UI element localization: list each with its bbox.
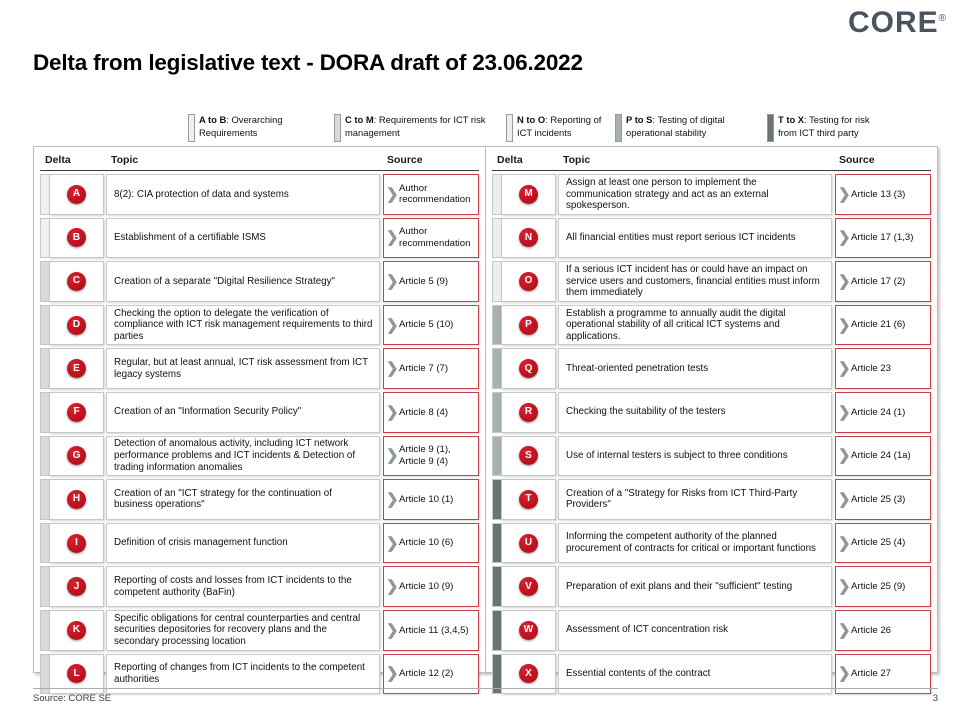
legend-item bbox=[334, 114, 506, 142]
group-stripe bbox=[492, 523, 501, 564]
source-label: Article 13 (3) bbox=[851, 188, 906, 200]
topic-cell: Informing the competent authority of the planned procurement of contracts for critical or important functions bbox=[558, 523, 832, 564]
legend-range: P to S bbox=[626, 114, 653, 125]
table-row[interactable] bbox=[492, 523, 931, 564]
delta-badge: K bbox=[67, 621, 86, 640]
legend-label bbox=[199, 114, 334, 139]
delta-badge: T bbox=[519, 490, 538, 509]
legend-item bbox=[188, 114, 334, 142]
delta-badge: O bbox=[519, 272, 538, 291]
table-row[interactable] bbox=[492, 479, 931, 520]
topic-cell: Preparation of exit plans and their "sufficient" testing bbox=[558, 566, 832, 607]
delta-cell bbox=[501, 348, 556, 389]
delta-cell bbox=[501, 479, 556, 520]
source-label: Author recommendation bbox=[399, 226, 471, 249]
group-stripe bbox=[492, 566, 501, 607]
chevron-right-icon: ❯ bbox=[386, 665, 399, 683]
chevron-right-icon: ❯ bbox=[838, 272, 851, 290]
source-label: Article 10 (9) bbox=[399, 580, 454, 592]
group-stripe bbox=[492, 348, 501, 389]
source-label: Article 7 (7) bbox=[399, 362, 449, 374]
delta-badge: G bbox=[67, 446, 86, 465]
footer-divider bbox=[33, 688, 938, 689]
delta-badge: D bbox=[67, 316, 86, 335]
group-stripe bbox=[40, 174, 49, 215]
source-label: Article 5 (9) bbox=[399, 275, 449, 287]
topic-cell: Checking the suitability of the testers bbox=[558, 392, 832, 433]
group-stripe bbox=[40, 392, 49, 433]
chevron-right-icon: ❯ bbox=[386, 578, 399, 596]
legend-description: : Testing of digital operational stability bbox=[626, 114, 725, 138]
group-stripe bbox=[492, 436, 501, 477]
legend-range: T to X bbox=[778, 114, 805, 125]
source-label: Article 24 (1a) bbox=[851, 450, 911, 462]
table-row[interactable] bbox=[492, 261, 931, 302]
legend-description: : Overarching Requirements bbox=[199, 114, 283, 138]
group-stripe bbox=[492, 174, 501, 215]
topic-cell: 8(2): CIA protection of data and systems bbox=[106, 174, 380, 215]
delta-badge: X bbox=[519, 664, 538, 683]
delta-badge: N bbox=[519, 228, 538, 247]
source-cell[interactable] bbox=[383, 610, 479, 651]
chevron-right-icon: ❯ bbox=[838, 665, 851, 683]
delta-badge: M bbox=[519, 185, 538, 204]
table-row[interactable] bbox=[40, 261, 479, 302]
topic-cell: Threat-oriented penetration tests bbox=[558, 348, 832, 389]
chevron-right-icon: ❯ bbox=[386, 490, 399, 508]
chevron-right-icon: ❯ bbox=[386, 229, 399, 247]
group-stripe bbox=[40, 348, 49, 389]
source-label: Article 17 (1,3) bbox=[851, 232, 914, 244]
table-row[interactable] bbox=[492, 566, 931, 607]
source-label: Article 8 (4) bbox=[399, 406, 449, 418]
legend-item bbox=[767, 114, 879, 142]
chevron-right-icon: ❯ bbox=[838, 403, 851, 421]
group-stripe bbox=[492, 261, 501, 302]
column-header-delta: Delta bbox=[45, 154, 71, 166]
group-stripe bbox=[40, 523, 49, 564]
source-cell[interactable] bbox=[835, 174, 931, 215]
table-row[interactable] bbox=[40, 479, 479, 520]
source-cell[interactable] bbox=[383, 261, 479, 302]
topic-cell: Creation of an "Information Security Policy" bbox=[106, 392, 380, 433]
delta-cell bbox=[501, 261, 556, 302]
delta-cell bbox=[49, 261, 104, 302]
legend-description: : Reporting of ICT incidents bbox=[517, 114, 602, 138]
source-label: Article 25 (4) bbox=[851, 537, 906, 549]
chevron-right-icon: ❯ bbox=[838, 229, 851, 247]
chevron-right-icon: ❯ bbox=[838, 534, 851, 552]
chevron-right-icon: ❯ bbox=[838, 185, 851, 203]
source-label: Article 26 bbox=[851, 624, 891, 636]
logo-wordmark: CORE bbox=[847, 6, 939, 39]
topic-cell: Assessment of ICT concentration risk bbox=[558, 610, 832, 651]
legend-label bbox=[778, 114, 879, 139]
delta-badge: U bbox=[519, 534, 538, 553]
delta-badge: C bbox=[67, 272, 86, 291]
table-row[interactable] bbox=[40, 610, 479, 651]
topic-cell: Use of internal testers is subject to three conditions bbox=[558, 436, 832, 477]
source-label: Article 9 (1), Article 9 (4) bbox=[399, 444, 451, 467]
source-cell[interactable] bbox=[383, 479, 479, 520]
chevron-right-icon: ❯ bbox=[386, 534, 399, 552]
table-header-right bbox=[492, 150, 931, 171]
delta-cell bbox=[49, 348, 104, 389]
delta-table-left bbox=[33, 146, 486, 685]
source-cell[interactable] bbox=[835, 566, 931, 607]
legend-label bbox=[345, 114, 506, 139]
topic-cell: All financial entities must report serious ICT incidents bbox=[558, 218, 832, 259]
group-stripe bbox=[40, 305, 49, 346]
source-cell[interactable] bbox=[383, 348, 479, 389]
topic-cell: Essential contents of the contract bbox=[558, 654, 832, 695]
delta-cell bbox=[501, 305, 556, 346]
source-label: Article 5 (10) bbox=[399, 319, 454, 331]
legend-label bbox=[626, 114, 767, 139]
column-header-topic: Topic bbox=[111, 154, 139, 166]
legend-range: C to M bbox=[345, 114, 374, 125]
delta-cell bbox=[501, 174, 556, 215]
page-title: Delta from legislative text - DORA draft of 23.06.2022 bbox=[33, 50, 583, 75]
topic-cell: Reporting of costs and losses from ICT incidents to the competent authority (BaFin) bbox=[106, 566, 380, 607]
table-row[interactable] bbox=[40, 305, 479, 346]
source-cell[interactable] bbox=[835, 261, 931, 302]
delta-cell bbox=[49, 218, 104, 259]
chevron-right-icon: ❯ bbox=[838, 360, 851, 378]
delta-cell bbox=[49, 610, 104, 651]
legend bbox=[188, 114, 879, 142]
column-header-source: Source bbox=[839, 154, 875, 166]
delta-badge: I bbox=[67, 534, 86, 553]
source-cell[interactable] bbox=[835, 523, 931, 564]
delta-cell bbox=[49, 305, 104, 346]
delta-cell bbox=[501, 610, 556, 651]
footer-source-text: Source: CORE SE bbox=[33, 693, 112, 704]
group-stripe bbox=[492, 305, 501, 346]
chevron-right-icon: ❯ bbox=[838, 490, 851, 508]
delta-cell bbox=[49, 479, 104, 520]
source-label: Article 10 (6) bbox=[399, 537, 454, 549]
column-header-source: Source bbox=[387, 154, 423, 166]
table-row[interactable] bbox=[492, 392, 931, 433]
source-cell[interactable] bbox=[383, 305, 479, 346]
topic-cell: Establish a programme to annually audit the digital operational stability of all critical ICT systems and applications. bbox=[558, 305, 832, 346]
group-stripe bbox=[40, 261, 49, 302]
table-body-left bbox=[34, 171, 485, 698]
topic-cell: Definition of crisis management function bbox=[106, 523, 380, 564]
delta-badge: W bbox=[519, 621, 538, 640]
delta-cell bbox=[501, 566, 556, 607]
legend-item bbox=[506, 114, 615, 142]
source-label: Article 25 (9) bbox=[851, 580, 906, 592]
chevron-right-icon: ❯ bbox=[386, 621, 399, 639]
table-row[interactable] bbox=[40, 392, 479, 433]
legend-color-swatch bbox=[188, 114, 195, 142]
group-stripe bbox=[40, 610, 49, 651]
source-label: Article 23 bbox=[851, 362, 891, 374]
chevron-right-icon: ❯ bbox=[386, 185, 399, 203]
legend-description: : Testing for risk from ICT third party bbox=[778, 114, 870, 138]
source-label: Article 17 (2) bbox=[851, 275, 906, 287]
legend-range: N to O bbox=[517, 114, 546, 125]
table-row[interactable] bbox=[492, 218, 931, 259]
delta-cell bbox=[501, 436, 556, 477]
chevron-right-icon: ❯ bbox=[838, 621, 851, 639]
delta-cell bbox=[49, 436, 104, 477]
table-row[interactable] bbox=[40, 436, 479, 477]
delta-cell bbox=[49, 392, 104, 433]
topic-cell: Reporting of changes from ICT incidents to the competent authorities bbox=[106, 654, 380, 695]
delta-badge: P bbox=[519, 316, 538, 335]
table-row[interactable] bbox=[492, 436, 931, 477]
topic-cell: Establishment of a certifiable ISMS bbox=[106, 218, 380, 259]
delta-cell bbox=[49, 174, 104, 215]
delta-badge: E bbox=[67, 359, 86, 378]
source-cell[interactable] bbox=[835, 348, 931, 389]
delta-badge: H bbox=[67, 490, 86, 509]
source-cell[interactable] bbox=[383, 523, 479, 564]
delta-badge: J bbox=[67, 577, 86, 596]
group-stripe bbox=[40, 479, 49, 520]
legend-color-swatch bbox=[506, 114, 513, 142]
registered-trademark-icon: ® bbox=[938, 13, 946, 24]
source-cell[interactable] bbox=[835, 610, 931, 651]
column-header-topic: Topic bbox=[563, 154, 591, 166]
delta-badge: R bbox=[519, 403, 538, 422]
source-cell[interactable] bbox=[383, 392, 479, 433]
legend-color-swatch bbox=[334, 114, 341, 142]
core-logo bbox=[848, 8, 946, 38]
delta-cell bbox=[501, 523, 556, 564]
table-row[interactable] bbox=[492, 610, 931, 651]
table-row[interactable] bbox=[492, 174, 931, 215]
table-row[interactable] bbox=[492, 348, 931, 389]
topic-cell: Creation of a "Strategy for Risks from ICT Third-Party Providers" bbox=[558, 479, 832, 520]
delta-cell bbox=[49, 523, 104, 564]
topic-cell: Regular, but at least annual, ICT risk assessment from ICT legacy systems bbox=[106, 348, 380, 389]
source-cell[interactable] bbox=[835, 479, 931, 520]
legend-range: A to B bbox=[199, 114, 227, 125]
chevron-right-icon: ❯ bbox=[838, 316, 851, 334]
footer-page-number: 3 bbox=[932, 693, 938, 704]
source-cell[interactable] bbox=[383, 218, 479, 259]
source-cell[interactable] bbox=[835, 436, 931, 477]
table-row[interactable] bbox=[40, 348, 479, 389]
delta-badge: L bbox=[67, 664, 86, 683]
delta-badge: B bbox=[67, 228, 86, 247]
chevron-right-icon: ❯ bbox=[838, 578, 851, 596]
source-cell[interactable] bbox=[835, 392, 931, 433]
topic-cell: Specific obligations for central counterparties and central securities depositories for recovery plans and the secondary processing location bbox=[106, 610, 380, 651]
source-label: Article 25 (3) bbox=[851, 493, 906, 505]
chevron-right-icon: ❯ bbox=[386, 447, 399, 465]
group-stripe bbox=[40, 566, 49, 607]
topic-cell: Checking the option to delegate the verification of compliance with ICT risk management requirements to third parties bbox=[106, 305, 380, 346]
chevron-right-icon: ❯ bbox=[386, 403, 399, 421]
table-row[interactable] bbox=[40, 174, 479, 215]
group-stripe bbox=[492, 392, 501, 433]
group-stripe bbox=[40, 436, 49, 477]
delta-badge: A bbox=[67, 185, 86, 204]
source-label: Article 11 (3,4,5) bbox=[399, 624, 469, 636]
chevron-right-icon: ❯ bbox=[386, 360, 399, 378]
column-header-delta: Delta bbox=[497, 154, 523, 166]
source-label: Article 24 (1) bbox=[851, 406, 906, 418]
source-cell[interactable] bbox=[383, 174, 479, 215]
source-label: Article 27 bbox=[851, 668, 891, 680]
delta-table-right bbox=[485, 146, 938, 683]
source-label: Article 12 (2) bbox=[399, 668, 454, 680]
source-cell[interactable] bbox=[383, 436, 479, 477]
delta-cell bbox=[501, 218, 556, 259]
legend-description: : Requirements for ICT risk management bbox=[345, 114, 486, 138]
source-label: Article 21 (6) bbox=[851, 319, 906, 331]
topic-cell: Creation of a separate "Digital Resilience Strategy" bbox=[106, 261, 380, 302]
group-stripe bbox=[492, 479, 501, 520]
table-row[interactable] bbox=[40, 566, 479, 607]
table-body-right bbox=[486, 171, 937, 698]
source-label: Article 10 (1) bbox=[399, 493, 454, 505]
chevron-right-icon: ❯ bbox=[386, 316, 399, 334]
delta-badge: S bbox=[519, 446, 538, 465]
topic-cell: If a serious ICT incident has or could have an impact on service users and customers, financial entities must inform them immediately bbox=[558, 261, 832, 302]
chevron-right-icon: ❯ bbox=[386, 272, 399, 290]
legend-color-swatch bbox=[767, 114, 774, 142]
table-row[interactable] bbox=[40, 523, 479, 564]
delta-badge: V bbox=[519, 577, 538, 596]
delta-badge: F bbox=[67, 403, 86, 422]
chevron-right-icon: ❯ bbox=[838, 447, 851, 465]
group-stripe bbox=[492, 218, 501, 259]
delta-badge: Q bbox=[519, 359, 538, 378]
table-header-left bbox=[40, 150, 479, 171]
group-stripe bbox=[492, 610, 501, 651]
delta-cell bbox=[501, 392, 556, 433]
group-stripe bbox=[40, 218, 49, 259]
legend-label bbox=[517, 114, 615, 139]
legend-item bbox=[615, 114, 767, 142]
source-cell[interactable] bbox=[383, 566, 479, 607]
topic-cell: Creation of an "ICT strategy for the continuation of business operations" bbox=[106, 479, 380, 520]
table-row[interactable] bbox=[492, 305, 931, 346]
source-label: Author recommendation bbox=[399, 182, 471, 206]
delta-cell bbox=[49, 566, 104, 607]
source-cell[interactable] bbox=[835, 305, 931, 346]
source-cell[interactable] bbox=[835, 218, 931, 259]
table-row[interactable] bbox=[40, 218, 479, 259]
topic-cell: Assign at least one person to implement the communication strategy and act as an external spokesperson. bbox=[558, 174, 832, 215]
legend-color-swatch bbox=[615, 114, 622, 142]
topic-cell: Detection of anomalous activity, including ICT network performance problems and ICT incidents & Detection of trading information anomalies bbox=[106, 436, 380, 477]
